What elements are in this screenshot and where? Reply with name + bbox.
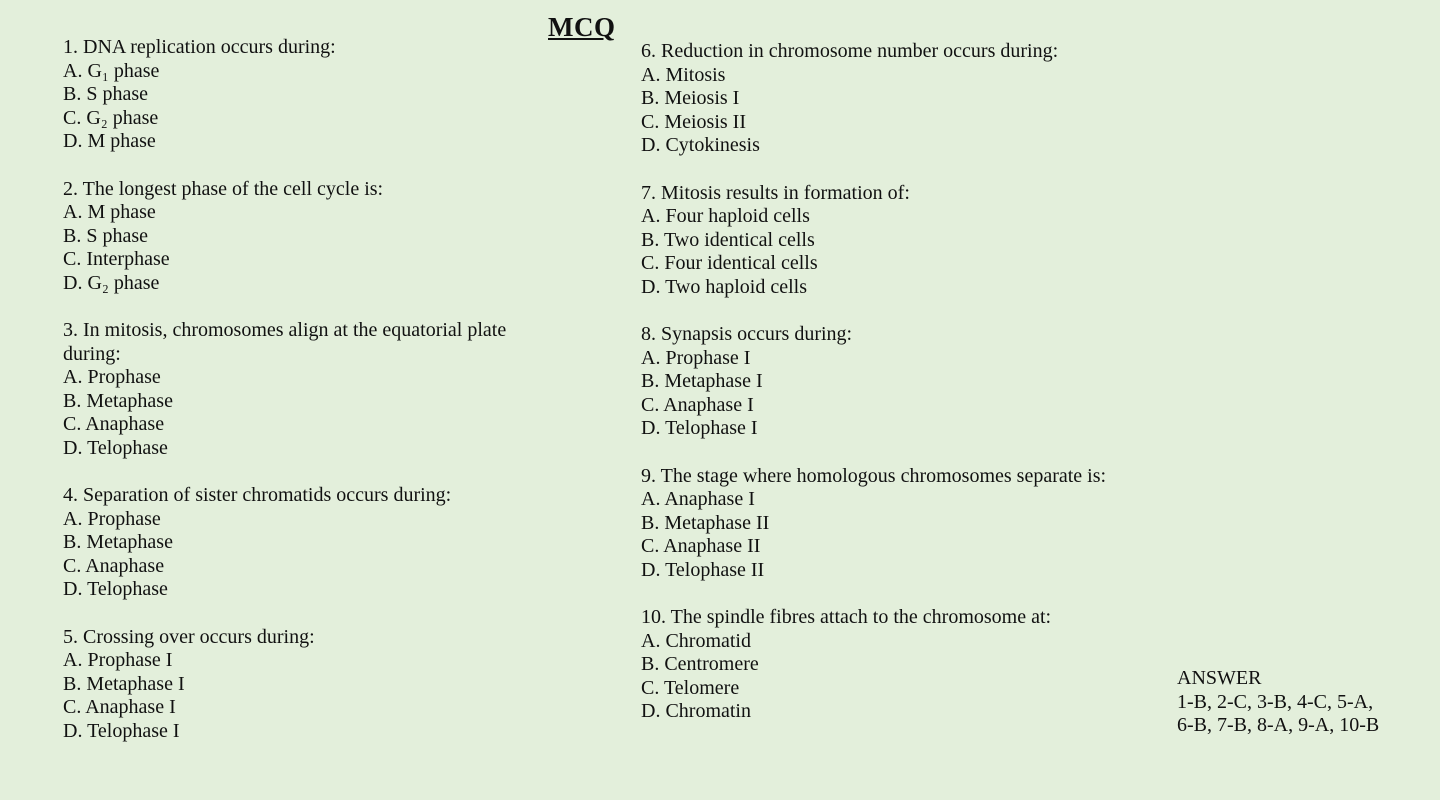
option-c: C. Anaphase <box>63 413 165 435</box>
option-b: B. Meiosis I <box>641 87 740 109</box>
option-d: D. Telophase <box>63 436 168 459</box>
option-a: A. G₁ phase <box>63 59 160 82</box>
answer-heading: ANSWER <box>1177 667 1262 689</box>
answer-line-1: 1-B, 2-C, 3-B, 4-C, 5-A, <box>1177 690 1374 713</box>
option-b: B. Metaphase <box>63 531 173 553</box>
option-d: D. Two haploid cells <box>641 275 807 298</box>
question-text: 5. Crossing over occurs during: <box>63 625 315 648</box>
option-d: D. G₂ phase <box>63 271 160 294</box>
option-d: D. Chromatin <box>641 700 751 722</box>
question-text: 2. The longest phase of the cell cycle is: <box>63 177 384 200</box>
option-c: C. Anaphase <box>63 554 165 577</box>
answer-key <box>1177 667 1427 738</box>
question-text: 7. Mitosis results in formation of: <box>641 181 910 204</box>
option-c: C. Anaphase I <box>63 696 176 718</box>
option-b: B. Metaphase II <box>641 511 770 534</box>
option-c: C. Meiosis II <box>641 110 746 133</box>
option-d: D. M phase <box>63 130 156 152</box>
option-c: C. Anaphase I <box>641 393 754 416</box>
option-b: B. S phase <box>63 224 148 247</box>
question-1 <box>63 36 563 154</box>
question-3 <box>63 319 563 460</box>
page-title: MCQ <box>548 12 616 42</box>
question-8 <box>641 323 1161 441</box>
option-a: A. Four haploid cells <box>641 205 810 227</box>
question-text: 4. Separation of sister chromatids occurs during: <box>63 484 452 506</box>
option-b: B. Metaphase I <box>63 672 185 695</box>
question-text: 6. Reduction in chromosome number occurs during: <box>641 40 1059 62</box>
option-a: A. Prophase <box>63 366 161 388</box>
left-question-column <box>63 36 563 767</box>
question-text: 8. Synapsis occurs during: <box>641 323 853 345</box>
option-c: C. Interphase <box>63 248 170 270</box>
option-d: D. Cytokinesis <box>641 134 760 156</box>
option-a: A. Prophase <box>63 507 161 530</box>
question-text: 9. The stage where homologous chromosomes separate is: <box>641 464 1107 487</box>
option-b: B. Two identical cells <box>641 228 815 251</box>
question-9 <box>641 465 1161 583</box>
option-c: C. G₂ phase <box>63 106 159 129</box>
option-a: A. Chromatid <box>641 629 751 652</box>
option-c: C. Telomere <box>641 676 740 699</box>
option-b: B. Metaphase <box>63 389 173 412</box>
option-a: A. Mitosis <box>641 63 726 86</box>
question-text: 3. In mitosis, chromosomes align at the equatorial plate during: <box>63 319 507 365</box>
question-4 <box>63 484 563 602</box>
option-d: D. Telophase I <box>641 417 758 439</box>
question-2 <box>63 178 563 296</box>
option-b: B. Centromere <box>641 653 759 675</box>
option-b: B. Metaphase I <box>641 370 763 392</box>
question-7 <box>641 182 1161 300</box>
option-d: D. Telophase II <box>641 558 765 581</box>
option-d: D. Telophase <box>63 578 168 600</box>
answer-line-2: 6-B, 7-B, 8-A, 9-A, 10-B <box>1177 714 1380 736</box>
option-c: C. Anaphase II <box>641 535 761 557</box>
question-text: 1. DNA replication occurs during: <box>63 36 336 58</box>
option-a: A. Prophase I <box>641 346 751 369</box>
question-text: 10. The spindle fibres attach to the chromosome at: <box>641 606 1052 628</box>
option-c: C. Four identical cells <box>641 252 818 274</box>
option-a: A. M phase <box>63 201 156 223</box>
question-10 <box>641 606 1161 724</box>
question-6 <box>641 40 1161 158</box>
option-a: A. Anaphase I <box>641 488 755 510</box>
question-5 <box>63 626 563 744</box>
right-question-column <box>641 40 1161 748</box>
option-d: D. Telophase I <box>63 719 180 742</box>
option-b: B. S phase <box>63 83 148 105</box>
option-a: A. Prophase I <box>63 649 173 671</box>
